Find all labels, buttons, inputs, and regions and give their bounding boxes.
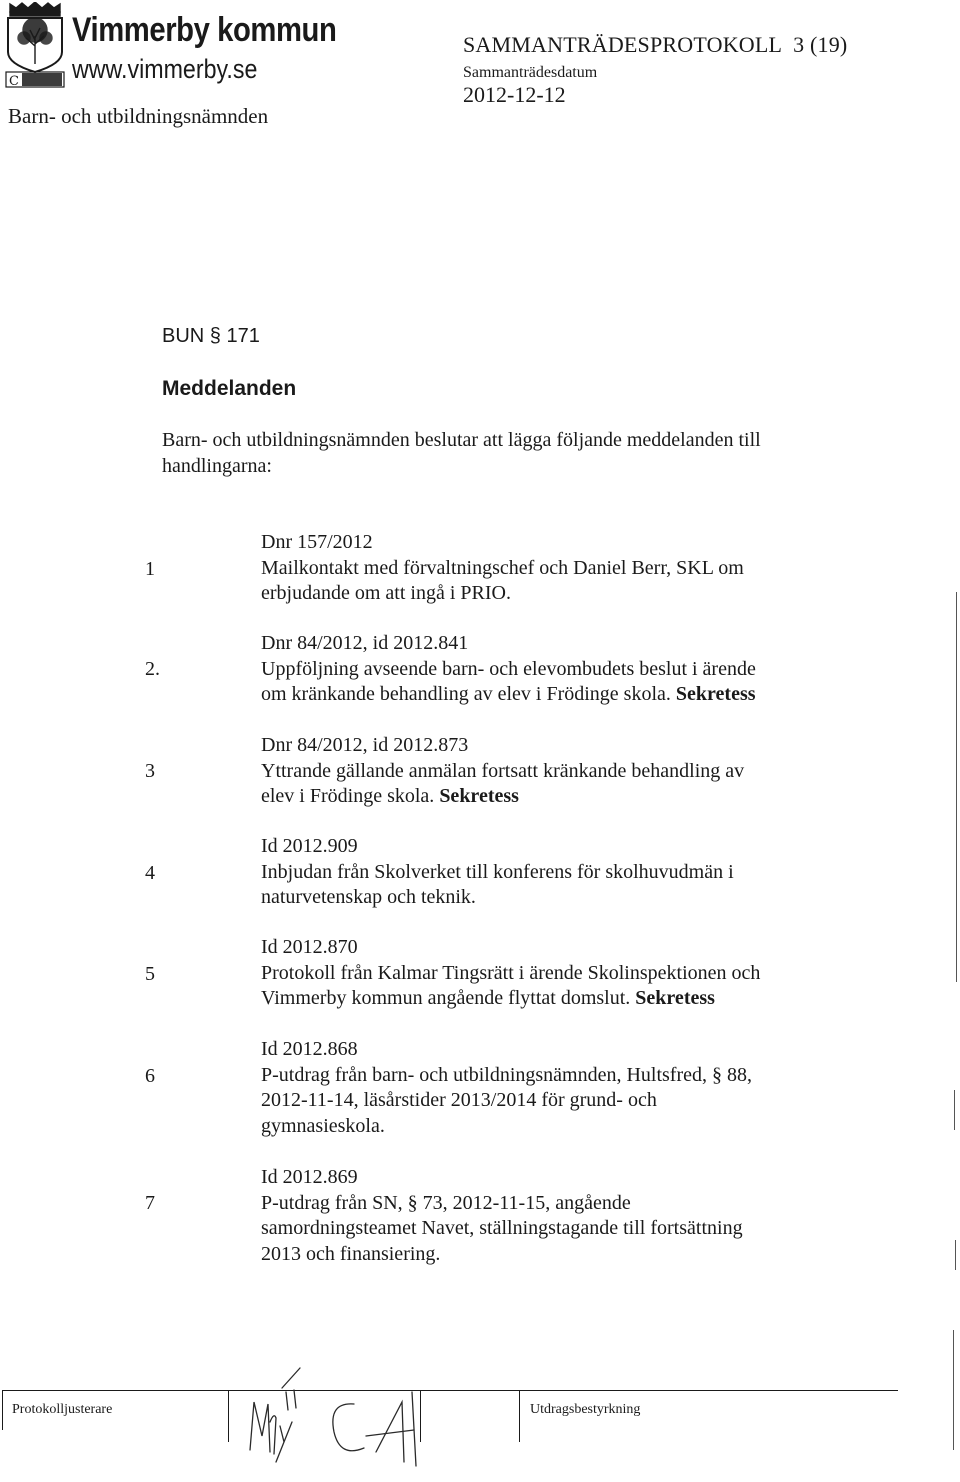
list-item: [261, 530, 861, 607]
list-item: [261, 1165, 861, 1267]
item-line: samordningsteamet Navet, ställningstagande till fortsättning: [261, 1217, 743, 1239]
item-number: 4: [145, 862, 155, 884]
item-number: 7: [145, 1192, 155, 1214]
protocol-heading: [463, 32, 847, 58]
item-number: 6: [145, 1065, 155, 1087]
item-ref: Id 2012.869: [261, 1166, 358, 1188]
secrecy-marker: Sekretess: [439, 785, 519, 807]
secrecy-marker: Sekretess: [675, 683, 756, 705]
item-line: Vimmerby kommun angående flyttat domslut.: [261, 987, 631, 1009]
item-number: 2.: [145, 658, 160, 680]
item-line: elev i Frödinge skola.: [261, 785, 435, 807]
item-number: 1: [145, 558, 155, 580]
list-item: [261, 834, 861, 911]
item-line: Yttrande gällande anmälan fortsatt kränkande behandling av: [261, 759, 745, 782]
item-line: Protokoll från Kalmar Tingsrätt i ärende Skolinspektionen och: [261, 961, 761, 984]
list-item: [261, 1037, 861, 1139]
section-id: BUN § 171: [162, 325, 260, 347]
org-url: www.vimmerby.se: [72, 54, 258, 84]
scan-edge-mark: [955, 1240, 956, 1270]
footer-divider: [228, 1390, 229, 1442]
item-number: 5: [145, 963, 155, 985]
item-ref: Id 2012.868: [261, 1038, 358, 1060]
footer-divider: [2, 1390, 3, 1430]
item-line: Mailkontakt med förvaltningschef och Daniel Berr, SKL om: [261, 556, 744, 579]
meeting-date: 2012-12-12: [463, 82, 566, 107]
footer-divider: [519, 1390, 520, 1442]
item-line: P-utdrag från SN, § 73, 2012-11-15, angående: [261, 1191, 631, 1214]
item-line: naturvetenskap och teknik.: [261, 886, 476, 908]
item-line: Uppföljning avseende barn- och elevombudets beslut i ärende: [261, 657, 756, 680]
department-name: Barn- och utbildningsnämnden: [8, 104, 269, 128]
list-item: [261, 631, 861, 708]
svg-text:C: C: [9, 74, 19, 88]
section-title: Meddelanden: [162, 377, 297, 400]
item-ref: Dnr 157/2012: [261, 531, 373, 553]
signature-initials: [236, 1362, 436, 1472]
decision-line: handlingarna:: [162, 455, 272, 477]
extract-label: Utdragsbestyrkning: [530, 1402, 641, 1417]
decision-text: [162, 427, 842, 479]
page-indicator: 3 (19): [793, 32, 848, 57]
org-name: Vimmerby kommun: [72, 11, 337, 49]
item-line: erbjudande om att ingå i PRIO.: [261, 582, 511, 604]
scan-edge-mark: [953, 1330, 954, 1450]
item-ref: Dnr 84/2012, id 2012.873: [261, 734, 469, 756]
municipality-crest-logo: [4, 2, 66, 88]
item-line: gymnasieskola.: [261, 1114, 385, 1137]
item-line: P-utdrag från barn- och utbildningsnämnden, Hultsfred, § 88,: [261, 1063, 753, 1086]
protocol-title: SAMMANTRÄDESPROTOKOLL: [463, 32, 782, 57]
item-line: 2012-11-14, läsårstider 2013/2014 för grund- och: [261, 1089, 657, 1111]
date-label: Sammanträdesdatum: [463, 64, 598, 81]
item-line: 2013 och finansiering.: [261, 1242, 441, 1265]
adjuster-label: Protokolljusterare: [12, 1402, 113, 1417]
secrecy-marker: Sekretess: [635, 987, 715, 1009]
scan-edge-mark: [956, 592, 957, 982]
item-line: om kränkande behandling av elev i Frödinge skola.: [261, 683, 671, 705]
decision-line: Barn- och utbildningsnämnden beslutar att lägga följande meddelanden till: [162, 429, 761, 451]
item-ref: Id 2012.870: [261, 936, 358, 958]
item-number: 3: [145, 760, 155, 782]
list-item: [261, 733, 861, 810]
list-item: [261, 935, 861, 1012]
item-ref: Dnr 84/2012, id 2012.841: [261, 632, 469, 654]
item-ref: Id 2012.909: [261, 835, 358, 857]
scan-edge-mark: [954, 1090, 955, 1130]
item-line: Inbjudan från Skolverket till konferens för skolhuvudmän i: [261, 860, 734, 883]
footer-rule: [2, 1390, 898, 1391]
